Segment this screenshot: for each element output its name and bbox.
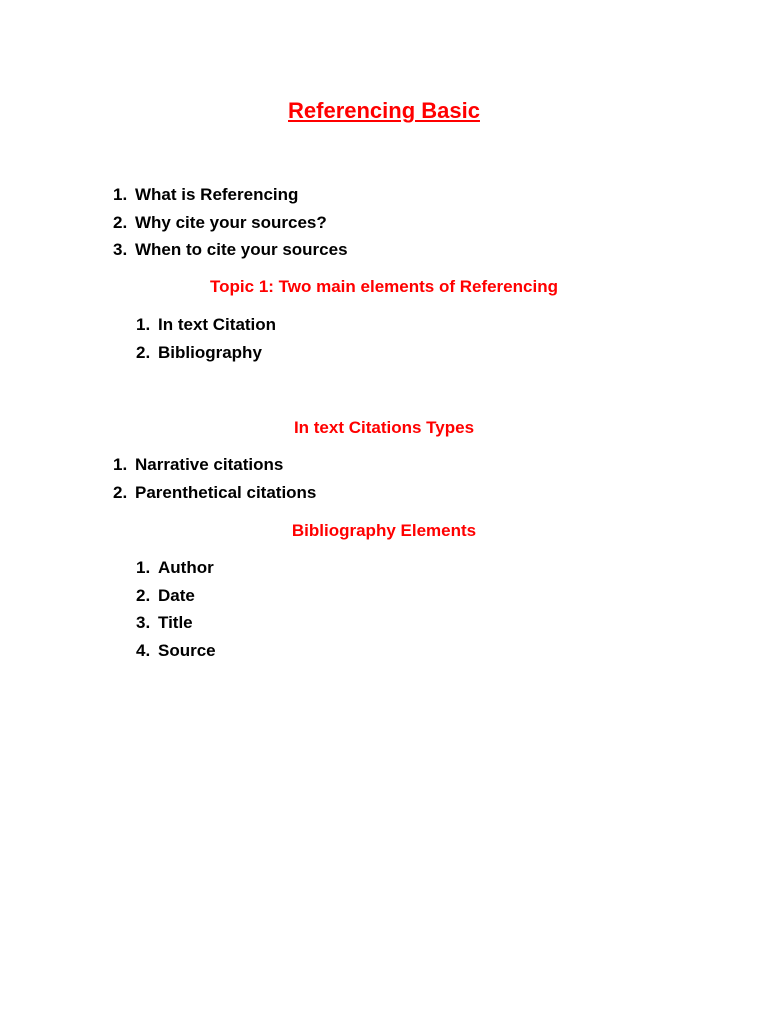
topic1-heading: Topic 1: Two main elements of Referencing — [210, 277, 558, 296]
list-number: 4. — [136, 640, 151, 660]
list-item — [136, 339, 276, 367]
list-number: 1. — [113, 185, 128, 204]
list-text: What is Referencing — [135, 185, 299, 204]
list-number: 2. — [136, 342, 151, 362]
topic1-list — [136, 311, 276, 366]
list-item — [113, 181, 348, 209]
list-number: 2. — [136, 585, 151, 605]
list-number: 3. — [113, 240, 128, 259]
bibliography-heading: Bibliography Elements — [291, 521, 477, 540]
citations-list — [113, 451, 316, 506]
list-text: When to cite your sources — [135, 240, 348, 259]
list-item — [136, 311, 276, 339]
list-item — [113, 451, 316, 479]
list-text: Author — [158, 558, 214, 577]
list-item — [136, 582, 216, 610]
list-text: In text Citation — [158, 315, 277, 334]
list-text: Source — [158, 640, 216, 660]
citations-heading: In text Citations Types — [293, 418, 475, 437]
list-text: Title — [158, 613, 193, 632]
intro-list — [113, 181, 348, 264]
list-item — [113, 236, 348, 264]
list-text: Bibliography — [158, 342, 262, 362]
list-number: 2. — [113, 482, 128, 502]
list-number: 2. — [113, 212, 128, 232]
list-text: Parenthetical citations — [135, 482, 317, 502]
list-number: 1. — [136, 558, 151, 577]
bibliography-list — [136, 554, 216, 664]
list-item — [136, 637, 216, 665]
list-number: 3. — [136, 613, 151, 632]
list-number: 1. — [136, 315, 151, 334]
list-text: Why cite your sources? — [135, 212, 327, 232]
list-item — [136, 554, 216, 582]
list-item — [113, 209, 348, 237]
list-text: Narrative citations — [135, 455, 284, 474]
list-item — [136, 609, 216, 637]
list-item — [113, 479, 316, 507]
list-number: 1. — [113, 455, 128, 474]
page-title: Referencing Basic — [288, 98, 480, 123]
list-text: Date — [158, 585, 195, 605]
